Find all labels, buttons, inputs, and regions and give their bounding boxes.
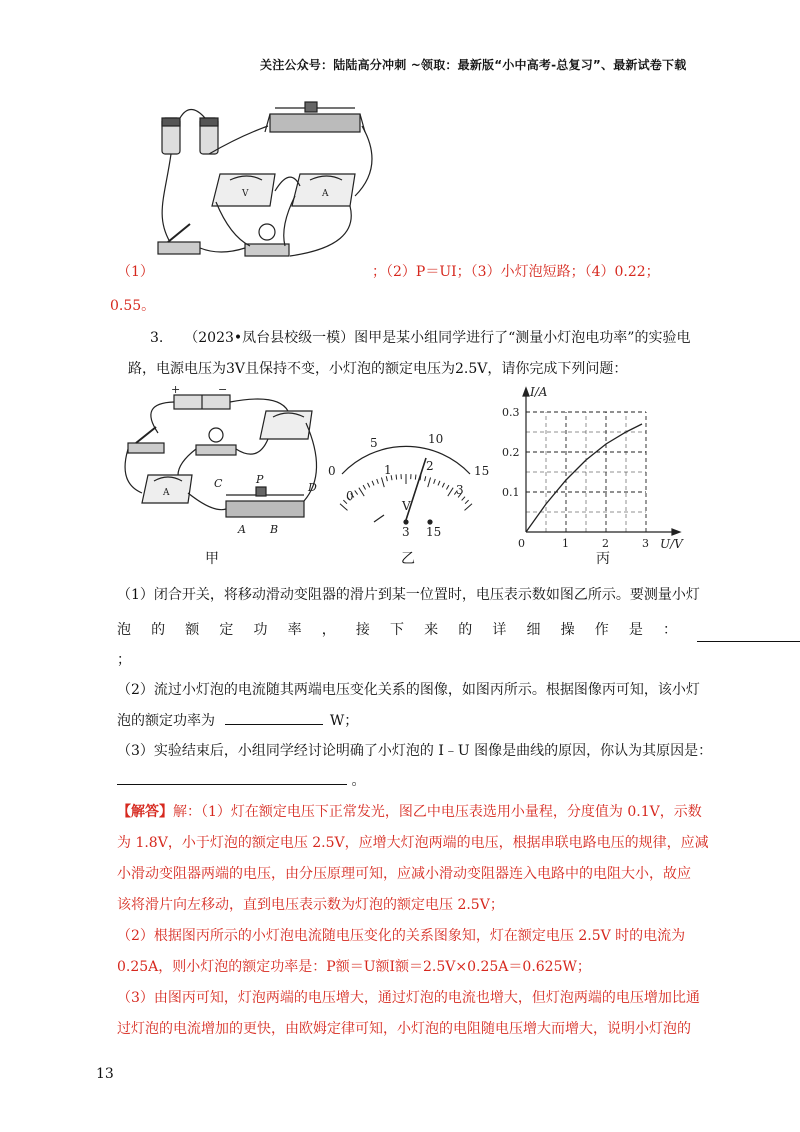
q1-line-2-char: ：: [663, 622, 677, 638]
circuit-letter-d: D: [308, 481, 317, 494]
dial-tick: [381, 477, 384, 487]
answer-line-4: 该将滑片向左移动，直到电压表示数为灯泡的额定电压 2.5V；: [117, 897, 504, 913]
q1-line-2-char: 下: [390, 622, 404, 638]
circuit-diagram-jia: [118, 383, 330, 541]
dial-label-3: 3: [456, 483, 464, 497]
dial-tick: [465, 504, 473, 511]
dial-tick: [355, 490, 358, 494]
dial-label-0-outer: 0: [328, 464, 336, 478]
circuit-letter-p: P: [256, 473, 264, 486]
x-tick-label: 2: [602, 537, 609, 550]
svg-text:V: V: [242, 189, 249, 199]
prev-answer-2: 0.55。: [110, 298, 156, 314]
svg-text:+: +: [171, 383, 181, 396]
page-number: 13: [96, 1066, 114, 1082]
dial-tick: [438, 481, 440, 486]
q1-line-2-char: 的: [151, 622, 166, 638]
dial-tick: [377, 479, 379, 484]
q1-line-2-char: 泡: [117, 622, 131, 638]
answer-line-3: 小滑动变阻器两端的电压，由分压原理可知，应减小滑动变阻器连入电路中的电阻大小，故应: [117, 866, 691, 882]
terminal-label-3: 3: [402, 525, 410, 539]
circuit-letter-b: B: [270, 523, 279, 536]
q1-line-2-char: 操: [560, 622, 575, 638]
dial-label-2: 2: [426, 459, 434, 473]
voltmeter-dial-yi: [322, 430, 492, 542]
dial-tick: [425, 476, 426, 481]
figure-label-bing: 丙: [596, 551, 610, 567]
dial-tick: [465, 500, 469, 504]
answer-line-8: 过灯泡的电流增加的更快，由欧姆定律可知，小灯泡的电阻随电压增大而增大，说明小灯泡的: [117, 1021, 691, 1037]
q3-line-2-end: 。: [351, 773, 366, 789]
dial-label-5: 5: [370, 436, 378, 450]
svg-text:A: A: [163, 488, 170, 498]
q2-answer-blank[interactable]: [225, 711, 323, 725]
q2-line-2-prefix: 泡的额定功率为: [117, 713, 215, 729]
q3-line-1: （3）实验结束后，小组同学经讨论明确了小灯泡的 I﹣U 图像是曲线的原因，你认为其原因是：: [117, 743, 713, 759]
q1-line-2-char: 详: [492, 622, 507, 638]
q1-line-2: [117, 620, 677, 640]
y-axis-label: I/A: [530, 385, 548, 399]
prev-answer-1-label: （1）: [117, 264, 154, 280]
x-axis-arrow: [672, 529, 680, 535]
iu-graph-bing: [498, 382, 698, 554]
q2-line-2-suffix: W；: [329, 713, 359, 729]
svg-text:−: −: [218, 383, 228, 396]
dial-label-10: 10: [428, 432, 444, 446]
x-tick-label: 3: [642, 537, 649, 550]
x-tick-label: 0: [518, 537, 525, 550]
q1-line-2-char: 细: [526, 622, 541, 638]
question-intro-2: 路，电源电压为3V且保持不变，小灯泡的额定电压为2.5V，请你完成下列问题：: [128, 361, 628, 377]
dial-tick: [462, 497, 465, 501]
q1-answer-blank[interactable]: [697, 628, 800, 642]
prev-answer-1-rest: ；（2）P＝UI；（3）小灯泡短路；（4）0.22；: [372, 264, 660, 280]
q1-line-3: ；: [117, 652, 131, 668]
dial-tick: [428, 477, 431, 487]
q3-answer-blank[interactable]: [117, 771, 347, 785]
dial-tick: [446, 485, 448, 489]
x-axis-label: U/V: [660, 537, 683, 551]
dial-tick: [434, 479, 436, 484]
q2-line-1: （2）流过小灯泡的电流随其两端电压变化关系的图像，如图丙所示。根据图像丙可知，该小灯: [117, 682, 700, 698]
y-tick-label: 0.2: [502, 446, 520, 459]
dial-tick: [368, 483, 370, 487]
q1-line-2-char: 作: [594, 622, 609, 638]
figure-label-jia: 甲: [205, 551, 219, 567]
page-header: 关注公众号：陆陆高分冲刺 ~领取：最新版“小中高考-总复习”、最新试卷下载: [260, 58, 687, 72]
dial-tick: [363, 485, 365, 489]
circuit-letter-a: A: [238, 523, 246, 536]
q1-line-2-char: 的: [458, 622, 473, 638]
q1-line-2-char: 功: [253, 622, 268, 638]
y-tick-label: 0.3: [502, 406, 520, 419]
figure-label-yi: 乙: [401, 551, 415, 567]
q1-line-2-char: 来: [424, 622, 439, 638]
q1-line-2-char: 额: [185, 622, 200, 638]
dial-unit: V: [402, 499, 411, 513]
dial-label-15: 15: [474, 464, 490, 478]
answer-line-7: （3）由图丙可知，灯泡两端的电压增大，通过灯泡的电流也增大，但灯泡两端的电压增加比通: [117, 990, 700, 1006]
q1-line-2-char: ，: [321, 622, 336, 638]
dial-tick: [372, 481, 374, 486]
answer-tag: 【解答】: [117, 804, 173, 820]
dial-tick: [359, 488, 364, 496]
question-number: 3.: [150, 330, 164, 346]
terminal-label-15: 15: [426, 525, 442, 539]
circuit-diagram-top: [150, 96, 390, 271]
svg-text:A: A: [322, 189, 329, 199]
answer-line-2: 为 1.8V，小于灯泡的额定电压 2.5V，应增大灯泡两端的电压，根据串联电路电压的规律，应减: [117, 835, 709, 851]
q1-line-2-char: 定: [219, 622, 234, 638]
dial-label-0-inner: 0: [346, 489, 354, 503]
answer-line-5: （2）根据图丙所示的小灯泡电流随电压变化的关系图象知，灯在额定电压 2.5V 时的电流为: [117, 928, 686, 944]
dial-tick: [415, 475, 416, 480]
y-axis-arrow: [523, 388, 529, 396]
answer-line-1: 解：（1）灯在额定电压下正常发光，图乙中电压表选用小量程，分度值为 0.1V，示数: [173, 804, 702, 820]
dial-tick: [396, 475, 397, 480]
x-tick-label: 1: [562, 537, 569, 550]
q1-line-1: （1）闭合开关，将移动滑动变阻器的滑片到某一位置时，电压表示数如图乙所示。要测量小灯: [117, 587, 700, 603]
dial-tick: [340, 504, 348, 511]
series-line: [526, 424, 642, 532]
q1-line-2-char: 率: [287, 622, 302, 638]
dial-tick: [448, 488, 453, 496]
dial-label-1: 1: [384, 463, 392, 477]
dial-tick: [442, 483, 444, 487]
circuit-letter-c: C: [214, 477, 223, 490]
q1-line-2-char: 接: [355, 622, 370, 638]
q1-line-2-char: 是: [628, 622, 643, 638]
y-tick-label: 0.1: [502, 486, 520, 499]
answer-line-6: 0.25A，则小灯泡的额定功率是：P额＝U额I额＝2.5V×0.25A＝0.625W；: [117, 959, 591, 975]
question-intro-1: （2023•凤台县校级一模）图甲是某小组同学进行了“测量小灯泡电功率”的实验电: [184, 330, 691, 346]
